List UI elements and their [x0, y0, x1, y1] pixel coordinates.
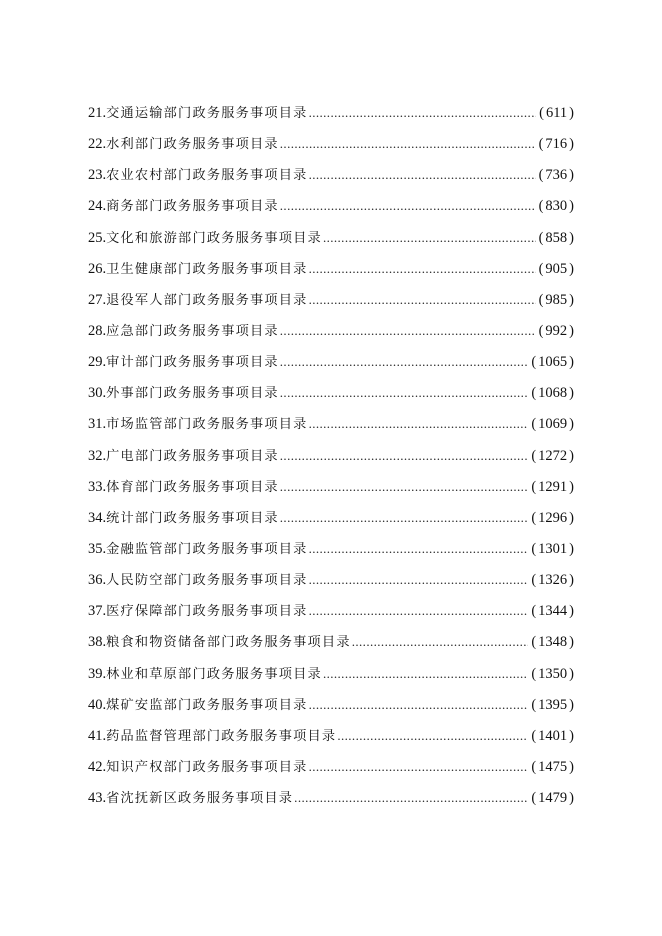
toc-entry-number: 40. [88, 696, 107, 713]
paren-open: ( [531, 572, 537, 589]
toc-entry-page [529, 507, 576, 529]
paren-open: ( [538, 167, 544, 184]
paren-open: ( [538, 229, 544, 246]
toc-leader-dots [294, 787, 528, 809]
page-number: 905 [545, 260, 568, 277]
toc-entry-page [529, 476, 576, 498]
toc-entry-title: 统计部门政务服务事项目录 [106, 510, 279, 526]
toc-leader-dots [309, 756, 529, 778]
toc-entry-page [529, 787, 576, 809]
toc-entry-page [529, 756, 576, 778]
page-number: 1348 [538, 634, 568, 651]
toc-entry-page [529, 445, 576, 467]
paren-open: ( [531, 385, 537, 402]
toc-entry-title: 外事部门政务服务事项目录 [106, 386, 279, 402]
paren-open: ( [531, 354, 537, 371]
toc-entry-page [537, 195, 576, 217]
toc-leader-dots [309, 600, 529, 622]
page-number: 1479 [538, 790, 568, 807]
toc-entry-page [537, 133, 576, 155]
paren-open: ( [531, 790, 537, 807]
toc-entry[interactable] [88, 631, 576, 662]
paren-close: ) [569, 540, 574, 557]
paren-open: ( [531, 447, 537, 464]
toc-entry-title: 知识产权部门政务服务事项目录 [106, 759, 308, 775]
toc-entry-page [529, 351, 576, 373]
toc-entry-number: 43. [88, 790, 107, 807]
toc-leader-dots [309, 538, 529, 560]
toc-entry-title: 省沈抚新区政务服务事项目录 [106, 791, 294, 807]
toc-leader-dots [280, 320, 536, 342]
toc-entry[interactable] [88, 507, 576, 538]
toc-leader-dots [323, 227, 536, 249]
toc-entry-title: 交通运输部门政务服务事项目录 [106, 106, 308, 121]
toc-entry-page [537, 102, 576, 124]
toc-leader-dots [309, 164, 536, 186]
paren-open: ( [538, 198, 544, 215]
toc-entry[interactable] [88, 413, 576, 444]
page-number: 830 [545, 198, 568, 215]
paren-open: ( [531, 696, 537, 713]
page-number: 1301 [538, 540, 568, 557]
page-number: 1326 [538, 572, 568, 589]
paren-open: ( [531, 509, 537, 526]
page-number: 858 [545, 229, 568, 246]
page-number: 985 [545, 291, 568, 308]
toc-entry-page [529, 663, 576, 685]
toc-entry-title: 退役军人部门政务服务事项目录 [106, 292, 308, 308]
toc-leader-dots [352, 631, 529, 653]
paren-close: ) [569, 291, 574, 308]
toc-entry-number: 30. [88, 385, 107, 402]
toc-entry-number: 33. [88, 478, 107, 495]
toc-leader-dots [309, 102, 537, 124]
toc-entry[interactable] [88, 663, 576, 694]
paren-close: ) [569, 572, 574, 589]
paren-open: ( [531, 416, 537, 433]
paren-open: ( [531, 634, 537, 651]
toc-entry-page [529, 538, 576, 560]
paren-close: ) [569, 603, 574, 620]
toc-entry[interactable] [88, 351, 576, 382]
toc-entry-page [529, 725, 576, 747]
toc-entry-number: 31. [88, 416, 107, 433]
paren-open: ( [538, 291, 544, 308]
toc-entry-number: 39. [88, 665, 107, 682]
paren-open: ( [531, 603, 537, 620]
toc-entry-page [537, 289, 576, 311]
toc-leader-dots [280, 351, 529, 373]
toc-leader-dots [309, 569, 529, 591]
toc-leader-dots [280, 133, 536, 155]
page-number: 1401 [538, 727, 568, 744]
toc-entry[interactable] [88, 476, 576, 507]
toc-entry-title: 金融监管部门政务服务事项目录 [106, 541, 308, 557]
page-number: 1065 [538, 354, 568, 371]
toc-entry-title: 卫生健康部门政务服务事项目录 [106, 261, 308, 277]
paren-close: ) [569, 447, 574, 464]
toc-entry-number: 24. [88, 198, 107, 215]
toc-entry[interactable] [88, 258, 576, 289]
toc-entry-number: 21. [88, 105, 107, 121]
paren-close: ) [569, 260, 574, 277]
toc-entry[interactable] [88, 289, 576, 320]
toc-entry-title: 体育部门政务服务事项目录 [106, 479, 279, 495]
paren-close: ) [569, 229, 574, 246]
toc-leader-dots [280, 476, 529, 498]
toc-entry[interactable] [88, 227, 576, 258]
toc-entry-title: 林业和草原部门政务服务事项目录 [106, 666, 322, 682]
paren-close: ) [569, 198, 574, 215]
paren-close: ) [569, 509, 574, 526]
toc-entry-title: 市场监管部门政务服务事项目录 [106, 417, 308, 433]
toc-entry-page [529, 569, 576, 591]
toc-entry-title: 商务部门政务服务事项目录 [106, 199, 279, 215]
toc-entry-number: 35. [88, 540, 107, 557]
paren-open: ( [531, 478, 537, 495]
toc-leader-dots [309, 413, 529, 435]
page-number: 1272 [538, 447, 568, 464]
paren-close: ) [569, 105, 574, 121]
toc-entry[interactable] [88, 787, 576, 818]
toc-entry-number: 32. [88, 447, 107, 464]
toc-leader-dots [280, 507, 529, 529]
paren-open: ( [531, 727, 537, 744]
page-number: 992 [545, 322, 568, 339]
toc-leader-dots [309, 694, 529, 716]
toc-entry-number: 38. [88, 634, 107, 651]
toc-leader-dots [337, 725, 528, 747]
paren-close: ) [569, 478, 574, 495]
page-number: 1296 [538, 509, 568, 526]
table-of-contents [88, 102, 576, 818]
page-number: 1350 [538, 665, 568, 682]
toc-entry-title: 审计部门政务服务事项目录 [106, 355, 279, 371]
toc-entry-page [537, 320, 576, 342]
toc-entry-number: 25. [88, 229, 107, 246]
paren-open: ( [531, 665, 537, 682]
page-number: 1069 [538, 416, 568, 433]
toc-entry[interactable] [88, 600, 576, 631]
toc-entry[interactable] [88, 382, 576, 413]
paren-close: ) [569, 354, 574, 371]
paren-open: ( [538, 260, 544, 277]
toc-entry[interactable] [88, 195, 576, 226]
toc-entry[interactable] [88, 102, 576, 133]
toc-leader-dots [280, 195, 536, 217]
paren-open: ( [531, 540, 537, 557]
toc-entry-title: 应急部门政务服务事项目录 [106, 323, 279, 339]
paren-close: ) [569, 727, 574, 744]
paren-close: ) [569, 167, 574, 184]
toc-entry-title: 粮食和物资储备部门政务服务事项目录 [106, 635, 351, 651]
paren-open: ( [538, 322, 544, 339]
page-number: 1344 [538, 603, 568, 620]
paren-close: ) [569, 758, 574, 775]
toc-entry-title: 水利部门政务服务事项目录 [106, 137, 279, 153]
page-number: 736 [545, 167, 568, 184]
toc-entry[interactable] [88, 133, 576, 164]
page-number: 716 [545, 136, 568, 153]
paren-close: ) [569, 665, 574, 682]
paren-open: ( [538, 136, 544, 153]
toc-entry-title: 农业农村部门政务服务事项目录 [106, 168, 308, 184]
toc-entry-page [529, 600, 576, 622]
toc-entry[interactable] [88, 445, 576, 476]
paren-close: ) [569, 136, 574, 153]
toc-entry-number: 22. [88, 136, 107, 153]
toc-entry-number: 26. [88, 260, 107, 277]
toc-entry-title: 人民防空部门政务服务事项目录 [106, 573, 308, 589]
toc-entry-number: 27. [88, 291, 107, 308]
paren-close: ) [569, 634, 574, 651]
paren-open: ( [539, 105, 544, 121]
toc-entry-title: 医疗保障部门政务服务事项目录 [106, 604, 308, 620]
paren-close: ) [569, 322, 574, 339]
page-number: 1291 [538, 478, 568, 495]
toc-entry[interactable] [88, 756, 576, 787]
toc-leader-dots [309, 258, 536, 280]
toc-entry-page [529, 631, 576, 653]
paren-close: ) [569, 696, 574, 713]
toc-entry-page [529, 694, 576, 716]
toc-entry-number: 37. [88, 603, 107, 620]
toc-entry-page [529, 382, 576, 404]
toc-entry-number: 29. [88, 354, 107, 371]
toc-entry-number: 42. [88, 758, 107, 775]
toc-entry-page [537, 164, 576, 186]
toc-entry-number: 41. [88, 727, 107, 744]
page-number: 1395 [538, 696, 568, 713]
toc-entry-number: 23. [88, 167, 107, 184]
paren-close: ) [569, 790, 574, 807]
toc-entry[interactable] [88, 538, 576, 569]
paren-close: ) [569, 416, 574, 433]
toc-entry-number: 28. [88, 322, 107, 339]
toc-entry-title: 广电部门政务服务事项目录 [106, 448, 279, 464]
toc-entry-title: 煤矿安监部门政务服务事项目录 [106, 697, 308, 713]
toc-entry[interactable] [88, 694, 576, 725]
toc-leader-dots [280, 382, 529, 404]
toc-entry[interactable] [88, 164, 576, 195]
toc-leader-dots [309, 289, 536, 311]
toc-entry-number: 34. [88, 509, 107, 526]
toc-leader-dots [323, 663, 528, 685]
toc-entry-page [537, 258, 576, 280]
paren-close: ) [569, 385, 574, 402]
toc-entry-page [529, 413, 576, 435]
toc-entry[interactable] [88, 320, 576, 351]
toc-entry-page [537, 227, 576, 249]
toc-entry[interactable] [88, 569, 576, 600]
page-number: 1475 [538, 758, 568, 775]
page-number: 1068 [538, 385, 568, 402]
page-number: 611 [545, 105, 568, 121]
toc-leader-dots [280, 445, 529, 467]
toc-entry-number: 36. [88, 572, 107, 589]
paren-open: ( [531, 758, 537, 775]
toc-entry-title: 文化和旅游部门政务服务事项目录 [106, 230, 322, 246]
toc-entry[interactable] [88, 725, 576, 756]
toc-entry-title: 药品监督管理部门政务服务事项目录 [106, 728, 337, 744]
